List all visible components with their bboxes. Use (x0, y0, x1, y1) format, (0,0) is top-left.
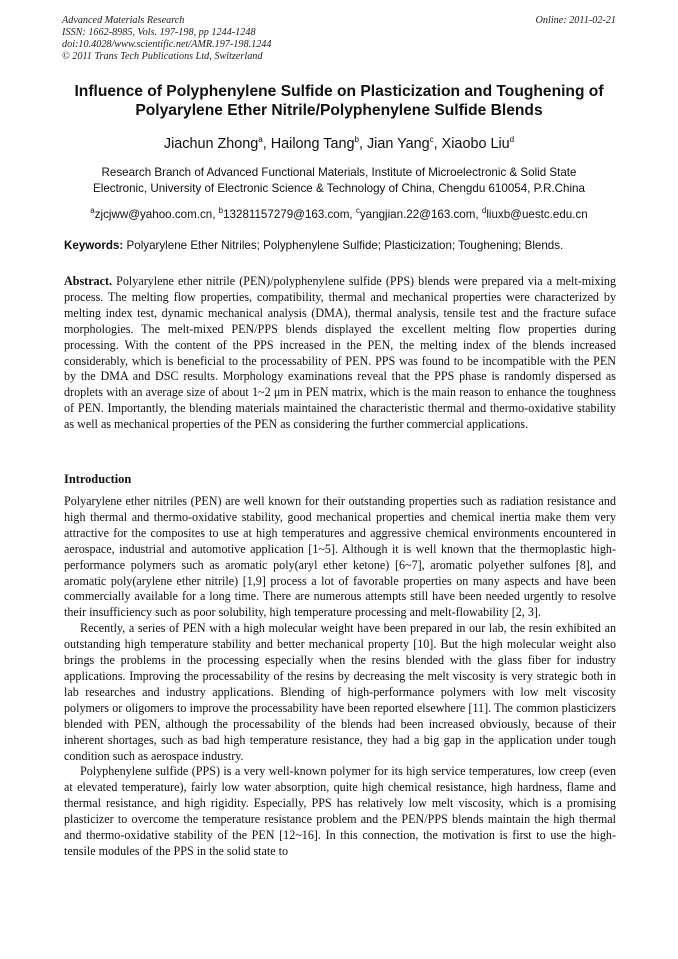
affiliation (40, 165, 638, 197)
email-entry: $^d$liuxb@uestc.edu.cn (481, 206, 588, 221)
keywords-text: Polyarylene Ether Nitriles; Polyphenylene Sulfide; Plasticization; Toughening; Blends. (126, 239, 564, 252)
introduction-body (64, 494, 616, 860)
paper-title (40, 82, 638, 120)
abstract-label: Abstract. (64, 274, 113, 288)
affiliation-line-2: Electronic, University of Electronic Science & Technology of China, Chengdu 610054, P.R.China (93, 182, 585, 195)
journal-header (62, 15, 616, 63)
email-entry: $^a$zjcjww@yahoo.com.cn, (90, 206, 219, 221)
paragraph: Polyphenylene sulfide (PPS) is a very well-known polymer for its high service temperatures, low creep (even at elevated temperature), fairly low water absorption, quite high chemical resistance, high hardness, flame and thermal resistance, and high rigidity. Especially, PPS has relatively low melt viscosity, which is a promising plasticizer to overcome the temperature resistance problem and the PEN/PPS blends maintain the high thermal and thermo-oxidative stability of the PEN [12~16]. In this connection, the motivation is first to use the high-tensile modules of the PPS in the solid state to (64, 764, 616, 858)
keywords-label: Keywords: (64, 239, 124, 252)
title-line-2: Polyarylene Ether Nitrile/Polyphenylene Sulfide Blends (135, 102, 543, 119)
email-link[interactable]: liuxb@uestc.edu.cn (486, 207, 588, 221)
email-link[interactable]: zjcjww@yahoo.com.cn (94, 207, 213, 221)
title-line-1: Influence of Polyphenylene Sulfide on Plasticization and Toughening of (74, 83, 604, 100)
online-date: Online: 2011-02-21 (535, 15, 616, 26)
doi-line: doi:10.4028/www.scientific.net/AMR.197-198.1244 (62, 39, 272, 50)
abstract (64, 274, 616, 433)
paragraph: Recently, a series of PEN with a high molecular weight have been prepared in our lab, the resin exhibited an outstanding high temperature stability and better mechanical property [10]. But the high molecular weight also brings the problems in the processing especially when the resins blended with the glass fiber for industry applications. Improving the processability of the resins by decreasing the melt viscosity is very strategic both in lab researches and industry applications. Blending of high-performance polymers with low melt viscosity polymers or oligomers to improve the processability have been reported elsewhere [11]. The common plasticizers blended with PEN, although the processability of the blends had been increased obviously, because of their inherent shortages, such as bad high temperature resistance, they had a big gap in the application under tough condition such as aerospace industry. (64, 621, 616, 763)
author-list (40, 131, 638, 153)
abstract-text: Polyarylene ether nitrile (PEN)/polyphenylene sulfide (PPS) blends were prepared via a melt-mixing process. The melting flow properties, compatibility, thermal and mechanical properties were characterized by melting index test, dynamic mechanical analysis (DMA), thermal analysis, tensile test and the fracture suface morphologies. The melt-mixed PEN/PPS blends displayed the excellent melting flow properties during processing. With the content of the PPS increased in the PEN, the melting index of the blends increased considerably, which is beneficial to the processability of PEN. PPS was found to be incompatible with the PEN by the DMA and DSC results. Morphology examinations reveal that the PPS phase is randomly dispersed as droplets with an average size of about 1~2 μm in PEN matrix, which is the main reason to enhance the toughness of PEN. Importantly, the blending materials maintained the characteristic thermal and thermo-oxidative stability as well as mechanical properties of the PEN as considering the further commercial applications. (64, 274, 616, 432)
journal-name: Advanced Materials Research (62, 15, 185, 26)
paragraph: Polyarylene ether nitriles (PEN) are well known for their outstanding properties such as radiation resistance and high thermal and thermo-oxidative stability, good mechanical properties and chemical inertia make them very attractive for the composites to use at high temperatures and aggressive chemical environments encountered in aerospace, industrial and automotive application [1~5]. Although it is well known that the thermoplastic high-performance polymers such as aromatic poly(aryl ether ketone) [6~7], aromatic polyether sulfones [8], and aromatic poly(arylene ether nitrile) [1,9] process a lot of favorable properties on many aspects and have been commercially available for a long time. There are numerous attempts still have been needed urgently to resolve their insufficiency such as poor solubility, high temperature processing and melt-flowability [2, 3]. (64, 494, 616, 620)
email-entry: $^b$13281157279@163.com, (218, 206, 356, 221)
affiliation-line-1: Research Branch of Advanced Functional Materials, Institute of Microelectronic & Solid State (101, 166, 577, 179)
author: Jiachun Zhong$^a$, (163, 135, 271, 152)
email-link[interactable]: 13281157279@163.com (223, 207, 350, 221)
email-link[interactable]: yangjian.22@163.com (359, 207, 476, 221)
author: Jian Yang$^c$, (366, 135, 442, 152)
author: Xiaobo Liu$^d$ (441, 135, 515, 152)
keywords (64, 238, 624, 253)
author: Hailong Tang$^b$, (270, 135, 367, 152)
email-entry: $^c$yangjian.22@163.com, (355, 206, 482, 221)
copyright-line: © 2011 Trans Tech Publications Ltd, Switzerland (62, 51, 263, 62)
email-list (40, 203, 638, 222)
section-heading-introduction: Introduction (64, 472, 132, 486)
issn-line: ISSN: 1662-8985, Vols. 197-198, pp 1244-1248 (62, 27, 256, 38)
